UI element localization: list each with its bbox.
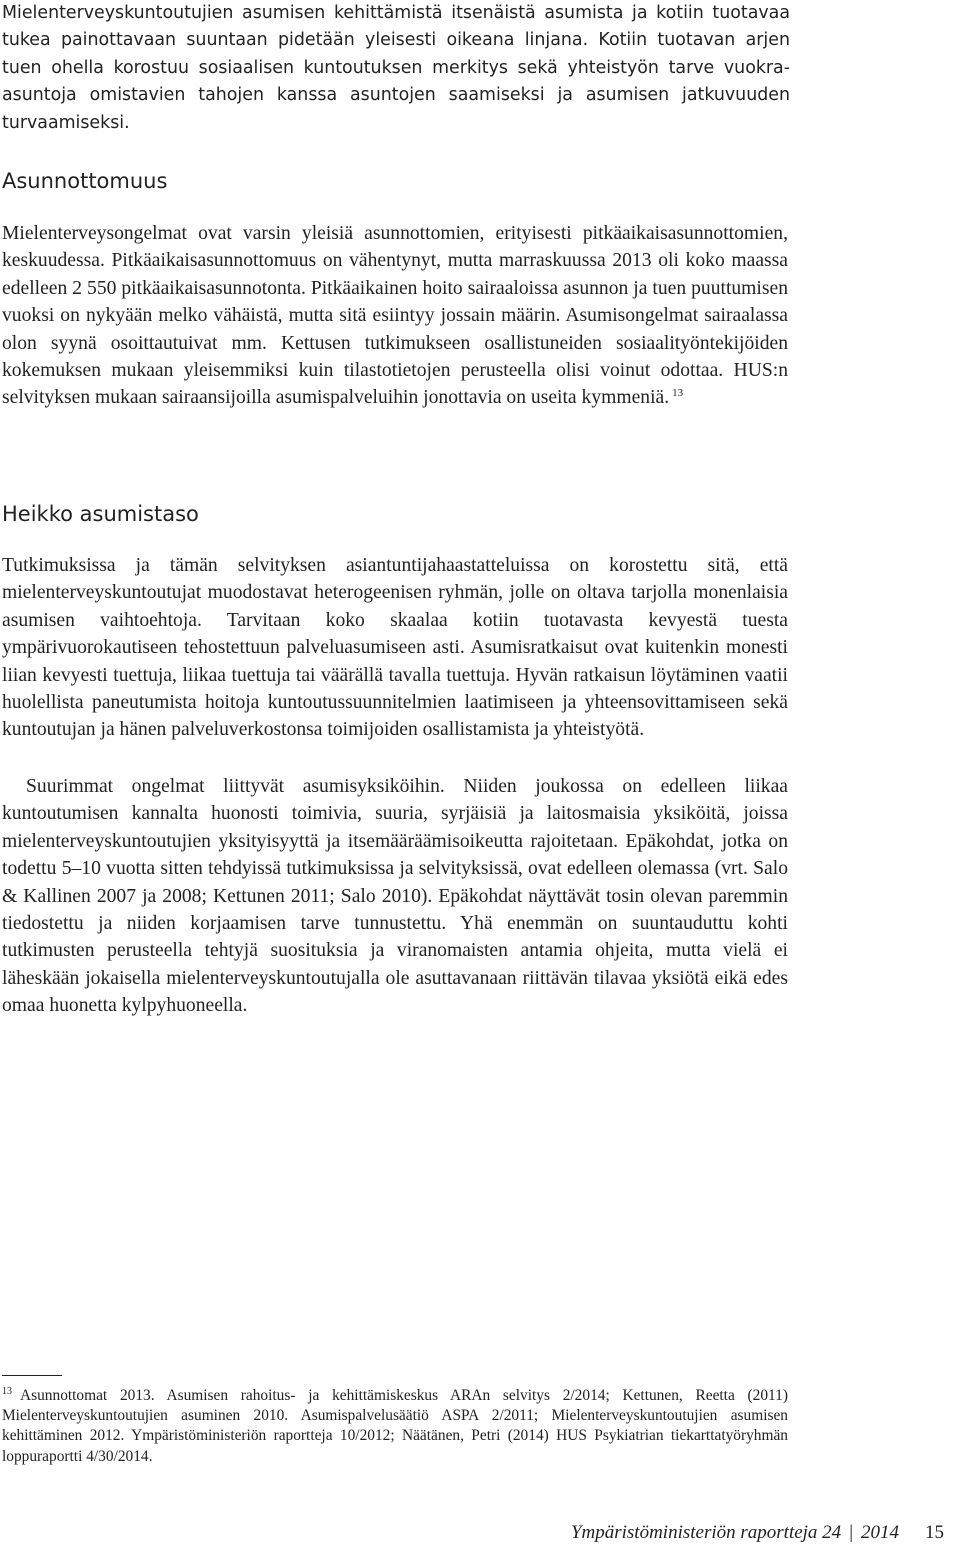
section-paragraph-heikko-asumistaso-1: Tutkimuksissa ja tämän selvityksen asiantuntijahaastatteluissa on korostettu sitä, että mielenterveyskuntoutujat muodostavat heterogeenisen ryhmän, jolle on oltava tarjolla monenlaisia asumisen vaihtoehtoja. Tarvitaan koko skaalaa kotiin tuotavasta kevyestä tuesta ympärivuorokautiseen tehostettuun palveluasumiseen asti. Asumisratkaisut ovat kuitenkin monesti liian kevyesti tuettuja, liikaa tuettuja tai väärällä tavalla tuettuja. Hyvän ratkaisun löytäminen vaatii huolellista paneutumista hoitoja kuntoutussuunnitelmien laatimiseen ja yhteensovittamiseen sekä kuntoutujan ja hänen palveluverkostonsa toimijoiden osallistamista ja yhteistyötä. [2, 555, 788, 741]
paragraph-text: Mielenterveysongelmat ovat varsin yleisiä asunnottomien, erityisesti pitkäaikaisasunnottomien, keskuudessa. Pitkäaikaisasunnottomuus on vähentynyt, mutta marraskuussa 2013 oli koko maassa edelleen 2 550 pitkäaikaisasunnotonta. Pitkäaikainen hoito sairaaloissa asunnon ja tuen puuttumisen vuoksi on nykyään melko vähäistä, mutta sitä esiintyy jossain määrin. Asumisongelmat sairaalassa olon syynä osoittautuivat mm. Kettusen tutkimukseen osallistuneiden sosiaalityöntekijöiden kokemuksen mukaan yleisemmiksi kuin tilastotietojen perusteella olisi voinut odottaa. HUS:n selvityksen mukaan sairaansijoilla asumispalveluihin jonottavia on useita kymmeniä. [2, 223, 788, 409]
footnote-divider [2, 1375, 62, 1376]
footer-year: 2014 [861, 1522, 899, 1543]
footnote [2, 1386, 788, 1467]
page-number: 15 [925, 1522, 944, 1543]
running-footer [571, 1522, 944, 1544]
footer-separator: | [849, 1522, 853, 1543]
footnote-text: Asunnottomat 2013. Asumisen rahoitus- ja kehittämiskeskus ARAn selvitys 2/2014; Kettunen, Reetta (2011) Mielenterveyskuntoutujien asuminen 2010. Asumispalvelusäätiö ASPA 2/2011; Mielenterveyskuntoutujien asumisen kehittäminen 2012. Ympäristöministeriön raportteja 10/2012; Näätänen, Petri (2014) HUS Psykiatrian tiekarttatyöryhmän loppuraportti 4/30/2014. [2, 1387, 788, 1465]
footnote-reference: 13 [672, 386, 684, 399]
intro-paragraph: Mielenterveyskuntoutujien asumisen kehittämistä itsenäistä asumista ja kotiin tuotavaa tukea painottavaan suuntaan pidetään yleisesti oikeana linjana. Kotiin tuotavan arjen tuen ohella korostuu sosiaalisen kuntoutuksen merkitys sekä yhteistyön tarve vuokra-asuntoja omistavien tahojen kanssa asuntojen saamiseksi ja asumisen jatkuvuuden turvaamiseksi. [2, 3, 790, 133]
section-paragraph-heikko-asumistaso-2: Suurimmat ongelmat liittyvät asumisyksiköihin. Niiden joukossa on edelleen liikaa kuntoutumisen kannalta huonosti toimivia, suuria, syrjäisiä ja laitosmaisia yksiköitä, joissa mielenterveyskuntoutujien yksityisyyttä ja itsemääräämisoikeutta rajoitetaan. Epäkohdat, jotka on todettu 5–10 vuotta sitten tehdyissä tutkimuksissa ja selvityksissä, ovat edelleen olemassa (vrt. Salo & Kallinen 2007 ja 2008; Kettunen 2011; Salo 2010). Epäkohdat näyttävät tosin olevan paremmin tiedostettu ja niiden korjaamisen tarve tunnustettu. Yhä enemmän on suuntauduttu kohti tutkimusten perusteella tehtyjä suosituksia ja viranomaisten antamia ohjeita, mutta vielä ei läheskään jokaisella mielenterveyskuntoutujalla ole asuttavanaan riittävän tilavaa yksiötä eikä edes omaa huonetta kylpyhuoneella. [2, 776, 788, 1017]
footnote-number: 13 [2, 1385, 12, 1397]
section-heading-heikko-asumistaso: Heikko asumistaso [2, 502, 199, 526]
footer-publication: Ympäristöministeriön raportteja 24 [570, 1522, 842, 1543]
section-heading-asunnottomuus: Asunnottomuus [2, 169, 168, 193]
section-paragraph-asunnottomuus [2, 220, 788, 412]
